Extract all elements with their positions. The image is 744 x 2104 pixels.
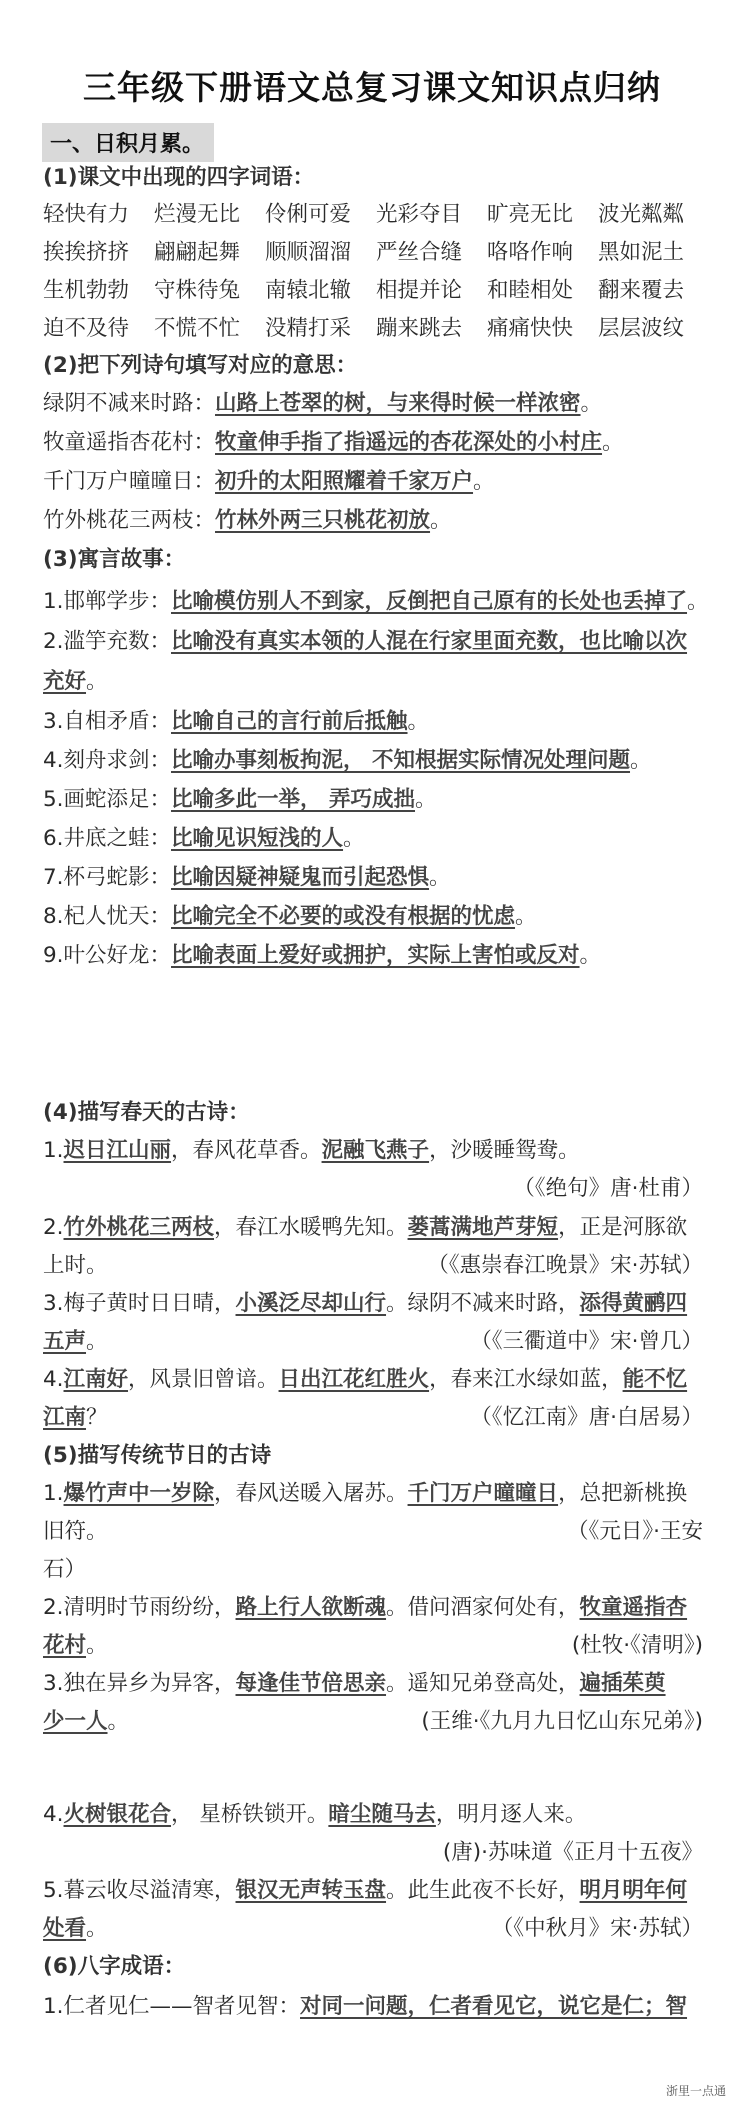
term: 1.仁者见仁——智者见智： (43, 1994, 301, 2019)
poem-source: （《忆江南》唐·白居易） (470, 1405, 703, 1430)
poem-line (43, 1213, 703, 1243)
word: 没精打采 (265, 316, 352, 341)
answer: 山路上苍翠的树，与来得时候一样浓密 (215, 391, 581, 416)
answer: 比喻没有真实本领的人混在行家里面充数，也比喻以次 (171, 629, 688, 654)
answer: 火树银花合 (63, 1802, 172, 1827)
poem-line (43, 1593, 703, 1623)
punct: 。 (407, 709, 430, 734)
term: 8.杞人忧天： (43, 904, 172, 929)
answer: 能不忆 (622, 1367, 688, 1392)
fable-line (43, 667, 703, 697)
text: 2. (43, 1215, 64, 1240)
poem-line (43, 1479, 703, 1509)
text: 上时。 (43, 1253, 108, 1278)
answer: 千门万户曈曈日 (407, 1481, 559, 1506)
fable-line (43, 902, 703, 932)
answer: 路上行人欲断魂 (235, 1595, 387, 1620)
text: ？ (86, 1405, 108, 1430)
term: 绿阴不减来时路： (43, 391, 216, 416)
term: 6.井底之蛙： (43, 826, 172, 851)
answer: 初升的太阳照耀着千家万户 (215, 469, 474, 494)
answer: 比喻见识短浅的人 (171, 826, 344, 851)
answer: 添得黄鹂四 (579, 1291, 688, 1316)
text: ，风景旧曾谙。 (128, 1367, 279, 1392)
answer: 比喻模仿别人不到家，反倒把自己原有的长处也丢掉了 (171, 589, 688, 614)
answer: 比喻办事刻板拘泥， 不知根据实际情况处理问题 (171, 748, 631, 773)
idiom-line (43, 1992, 703, 2022)
punct: 。 (430, 508, 452, 533)
word: 翻来覆去 (598, 278, 685, 303)
text: ，明月逐人来。 (435, 1802, 587, 1827)
term: 5.画蛇添足： (43, 787, 172, 812)
answer: 暗尘随马去 (328, 1802, 436, 1827)
poem-source: （《惠崇春江晚景》宋·苏轼） (427, 1253, 703, 1278)
subsection-heading: (3)寓言故事： (43, 547, 186, 572)
term: 3.自相矛盾： (43, 709, 172, 734)
term: 竹外桃花三两枝： (43, 508, 216, 533)
answer: 比喻表面上爱好或拥护，实际上害怕或反对 (171, 943, 580, 968)
answer: 竹外桃花三两枝 (63, 1215, 215, 1240)
word: 相提并论 (376, 278, 463, 303)
answer: 比喻因疑神疑鬼而引起恐惧 (171, 865, 430, 890)
text: 。借问酒家何处有， (386, 1595, 580, 1620)
word: 挨挨挤挤 (43, 240, 130, 265)
answer: 对同一问题，仁者看见它，说它是仁；智 (300, 1994, 688, 2019)
meaning-line (43, 467, 703, 497)
answer: 江南 (43, 1405, 87, 1430)
term: 牧童遥指杏花村： (43, 430, 216, 455)
fable-line (43, 627, 703, 657)
punct: 。 (415, 787, 437, 812)
fable-line (43, 863, 703, 893)
poem-line (43, 1876, 703, 1906)
text: 。遥知兄弟登高处， (386, 1671, 580, 1696)
text: ，春江水暖鸭先知。 (214, 1215, 408, 1240)
text: 5.暮云收尽溢清寒， (43, 1878, 236, 1903)
answer: 比喻自己的言行前后抵触 (171, 709, 408, 734)
word: 轻快有力 (43, 202, 130, 227)
answer: 比喻完全不必要的或没有根据的忧虑 (171, 904, 516, 929)
answer: 处看 (43, 1916, 87, 1941)
term: 4.刻舟求剑： (43, 748, 172, 773)
answer: 泥融飞燕子 (321, 1138, 430, 1163)
poem-source: （《三衢道中》宋·曾几） (470, 1329, 703, 1354)
term: 千门万户曈曈日： (43, 469, 216, 494)
punct: 。 (687, 589, 709, 614)
word: 守株待兔 (154, 278, 241, 303)
text: 。 (86, 1633, 108, 1658)
text: 。此生此夜不长好， (386, 1878, 580, 1903)
text: 3.独在异乡为异客， (43, 1671, 236, 1696)
fable-line (43, 824, 703, 854)
term: 2.滥竽充数： (43, 629, 172, 654)
subsection-heading: (5)描写传统节日的古诗 (43, 1443, 272, 1468)
word-row (43, 238, 703, 268)
watermark: 浙里一点通 (665, 2084, 726, 2098)
meaning-line (43, 389, 703, 419)
word: 光彩夺目 (376, 202, 463, 227)
subsection-heading: (1)课文中出现的四字词语： (43, 165, 315, 190)
answer: 小溪泛尽却山行 (235, 1291, 387, 1316)
punct: 。 (429, 865, 451, 890)
answer: 遍插茱萸 (579, 1671, 666, 1696)
meaning-line (43, 506, 703, 536)
answer: 江南好 (63, 1367, 129, 1392)
answer: 五声 (43, 1329, 87, 1354)
word: 旷亮无比 (487, 202, 574, 227)
text: ，春风送暖入屠苏。 (214, 1481, 408, 1506)
word: 烂漫无比 (154, 202, 241, 227)
word: 和睦相处 (487, 278, 574, 303)
punct: 。 (515, 904, 537, 929)
punct: 。 (86, 669, 108, 694)
answer: 牧童遥指杏 (579, 1595, 688, 1620)
word: 生机勃勃 (43, 278, 130, 303)
word: 痛痛快快 (487, 316, 574, 341)
text: ，沙暖睡鸳鸯。 (429, 1138, 580, 1163)
text: ，春风花草香。 (171, 1138, 322, 1163)
answer: 爆竹声中一岁除 (63, 1481, 215, 1506)
poem-line (43, 1365, 703, 1395)
section-heading: 一、日积月累。 (42, 123, 214, 162)
subsection-heading: (4)描写春天的古诗： (43, 1100, 250, 1125)
fable-line (43, 746, 703, 776)
word: 层层波纹 (598, 316, 685, 341)
text: 。 (107, 1709, 130, 1734)
text: 3.梅子黄时日日晴， (43, 1291, 236, 1316)
text: 1. (43, 1481, 64, 1506)
word: 黑如泥土 (598, 240, 685, 265)
answer: 银汉无声转玉盘 (235, 1878, 387, 1903)
answer: 少一人 (43, 1709, 108, 1734)
word: 咯咯作响 (487, 240, 574, 265)
poem-line (43, 1289, 703, 1319)
term: 9.叶公好龙： (43, 943, 172, 968)
text: 。 (86, 1916, 108, 1941)
text: ，总把新桃换 (558, 1481, 688, 1506)
poem-source: （《绝句》唐·杜甫） (513, 1176, 703, 1201)
fable-line (43, 785, 703, 815)
answer: 日出江花红胜火 (278, 1367, 430, 1392)
answer: 充好 (43, 669, 87, 694)
word: 蹦来跳去 (376, 316, 463, 341)
fable-line (43, 707, 703, 737)
answer: 蒌蒿满地芦芽短 (407, 1215, 559, 1240)
poem-source: (杜牧·《清明》) (571, 1633, 703, 1658)
text: 旧符。 (43, 1519, 108, 1544)
poem-source: (唐)·苏味道《正月十五夜》 (442, 1840, 703, 1865)
word: 不慌不忙 (154, 316, 241, 341)
answer: 竹林外两三只桃花初放 (215, 508, 431, 533)
poem-source: （《元日》·王安 (567, 1519, 703, 1544)
answer: 迟日江山丽 (63, 1138, 172, 1163)
page-title: 三年级下册语文总复习课文知识点归纳 (83, 68, 661, 107)
poem-source: (王维·《九月九日忆山东兄弟》) (421, 1709, 703, 1734)
term: 1.邯郸学步： (43, 589, 172, 614)
subsection-heading: (6)八字成语： (43, 1954, 186, 1979)
poem-source: （《中秋月》宋·苏轼） (491, 1916, 703, 1941)
poem-line (43, 1669, 703, 1699)
answer: 每逢佳节倍思亲 (235, 1671, 387, 1696)
word: 伶俐可爱 (265, 202, 352, 227)
meaning-line (43, 428, 703, 458)
word: 波光粼粼 (598, 202, 685, 227)
punct: 。 (473, 469, 495, 494)
text: 2.清明时节雨纷纷， (43, 1595, 236, 1620)
word: 迫不及待 (43, 316, 130, 341)
poem-line (43, 1136, 703, 1166)
fable-line (43, 587, 709, 617)
poem-source-cont: 石） (43, 1557, 87, 1582)
punct: 。 (579, 943, 602, 968)
text: 1. (43, 1138, 64, 1163)
punct: 。 (602, 430, 624, 455)
text: ，正是河豚欲 (558, 1215, 688, 1240)
word-row (43, 314, 703, 344)
term: 7.杯弓蛇影： (43, 865, 172, 890)
answer: 明月明年何 (579, 1878, 688, 1903)
text: 。绿阴不减来时路， (386, 1291, 580, 1316)
answer: 牧童伸手指了指遥远的杏花深处的小村庄 (215, 430, 603, 455)
word-row (43, 276, 703, 306)
word: 顺顺溜溜 (265, 240, 352, 265)
text: ，春来江水绿如蓝， (429, 1367, 623, 1392)
poem-line (43, 1800, 703, 1830)
text: ， 星桥铁锁开。 (171, 1802, 329, 1827)
word: 翩翩起舞 (154, 240, 241, 265)
word: 南辕北辙 (265, 278, 352, 303)
punct: 。 (343, 826, 365, 851)
answer: 比喻多此一举， 弄巧成拙 (171, 787, 416, 812)
word-row (43, 200, 703, 230)
word: 严丝合缝 (376, 240, 463, 265)
fable-line (43, 941, 703, 971)
subsection-heading: (2)把下列诗句填写对应的意思： (43, 353, 358, 378)
answer: 花村 (43, 1633, 87, 1658)
text: 4. (43, 1802, 64, 1827)
punct: 。 (580, 391, 603, 416)
text: 。 (86, 1329, 108, 1354)
text: 4. (43, 1367, 64, 1392)
punct: 。 (630, 748, 652, 773)
